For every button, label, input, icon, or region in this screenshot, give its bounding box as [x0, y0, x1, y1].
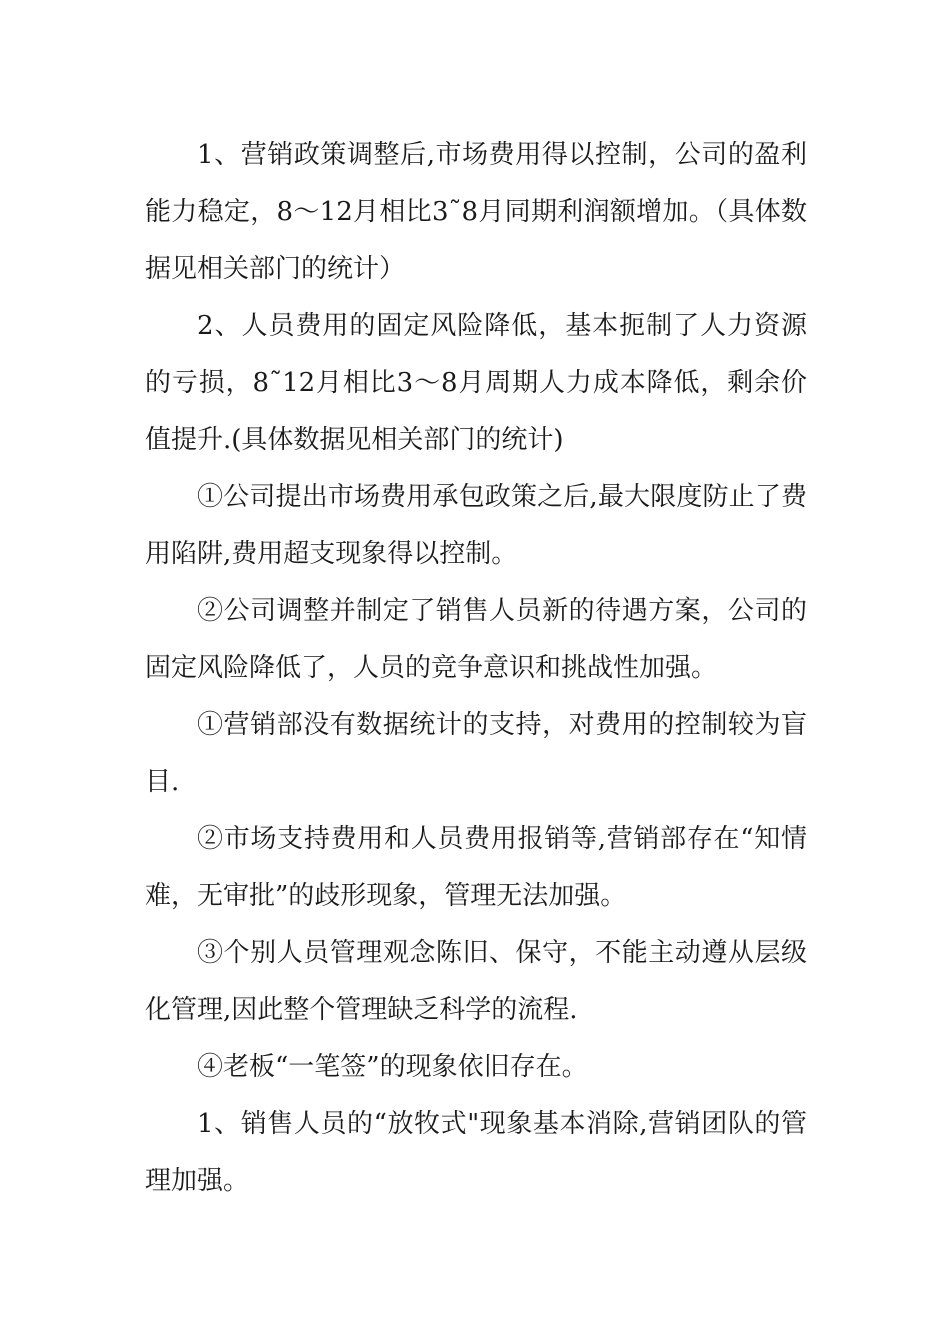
- paragraph: ②公司调整并制定了销售人员新的待遇方案，公司的固定风险降低了，人员的竞争意识和挑战性加强。: [145, 596, 807, 683]
- paragraph: ①营销部没有数据统计的支持，对费用的控制较为盲目.: [145, 710, 807, 797]
- document-body: [145, 127, 807, 1210]
- paragraph: ①公司提出市场费用承包政策之后,最大限度防止了费用陷阱,费用超支现象得以控制。: [145, 482, 807, 569]
- paragraph: ②市场支持费用和人员费用报销等,营销部存在“知情难，无审批”的歧形现象，管理无法加强。: [145, 824, 807, 911]
- paragraph: 1、销售人员的“放牧式"现象基本消除,营销团队的管理加强。: [145, 1109, 807, 1196]
- paragraph: 1、营销政策调整后,市场费用得以控制，公司的盈利能力稳定，8～12月相比3˜8月同期利润额增加。（具体数据见相关部门的统计）: [145, 140, 807, 284]
- paragraph: 2、人员费用的固定风险降低，基本扼制了人力资源的亏损，8˜12月相比3～8月周期人力成本降低，剩余价值提升.(具体数据见相关部门的统计): [145, 311, 807, 455]
- paragraph: ③个别人员管理观念陈旧、保守，不能主动遵从层级化管理,因此整个管理缺乏科学的流程.: [145, 938, 807, 1025]
- paragraph: ④老板“一笔签”的现象依旧存在。: [197, 1052, 588, 1082]
